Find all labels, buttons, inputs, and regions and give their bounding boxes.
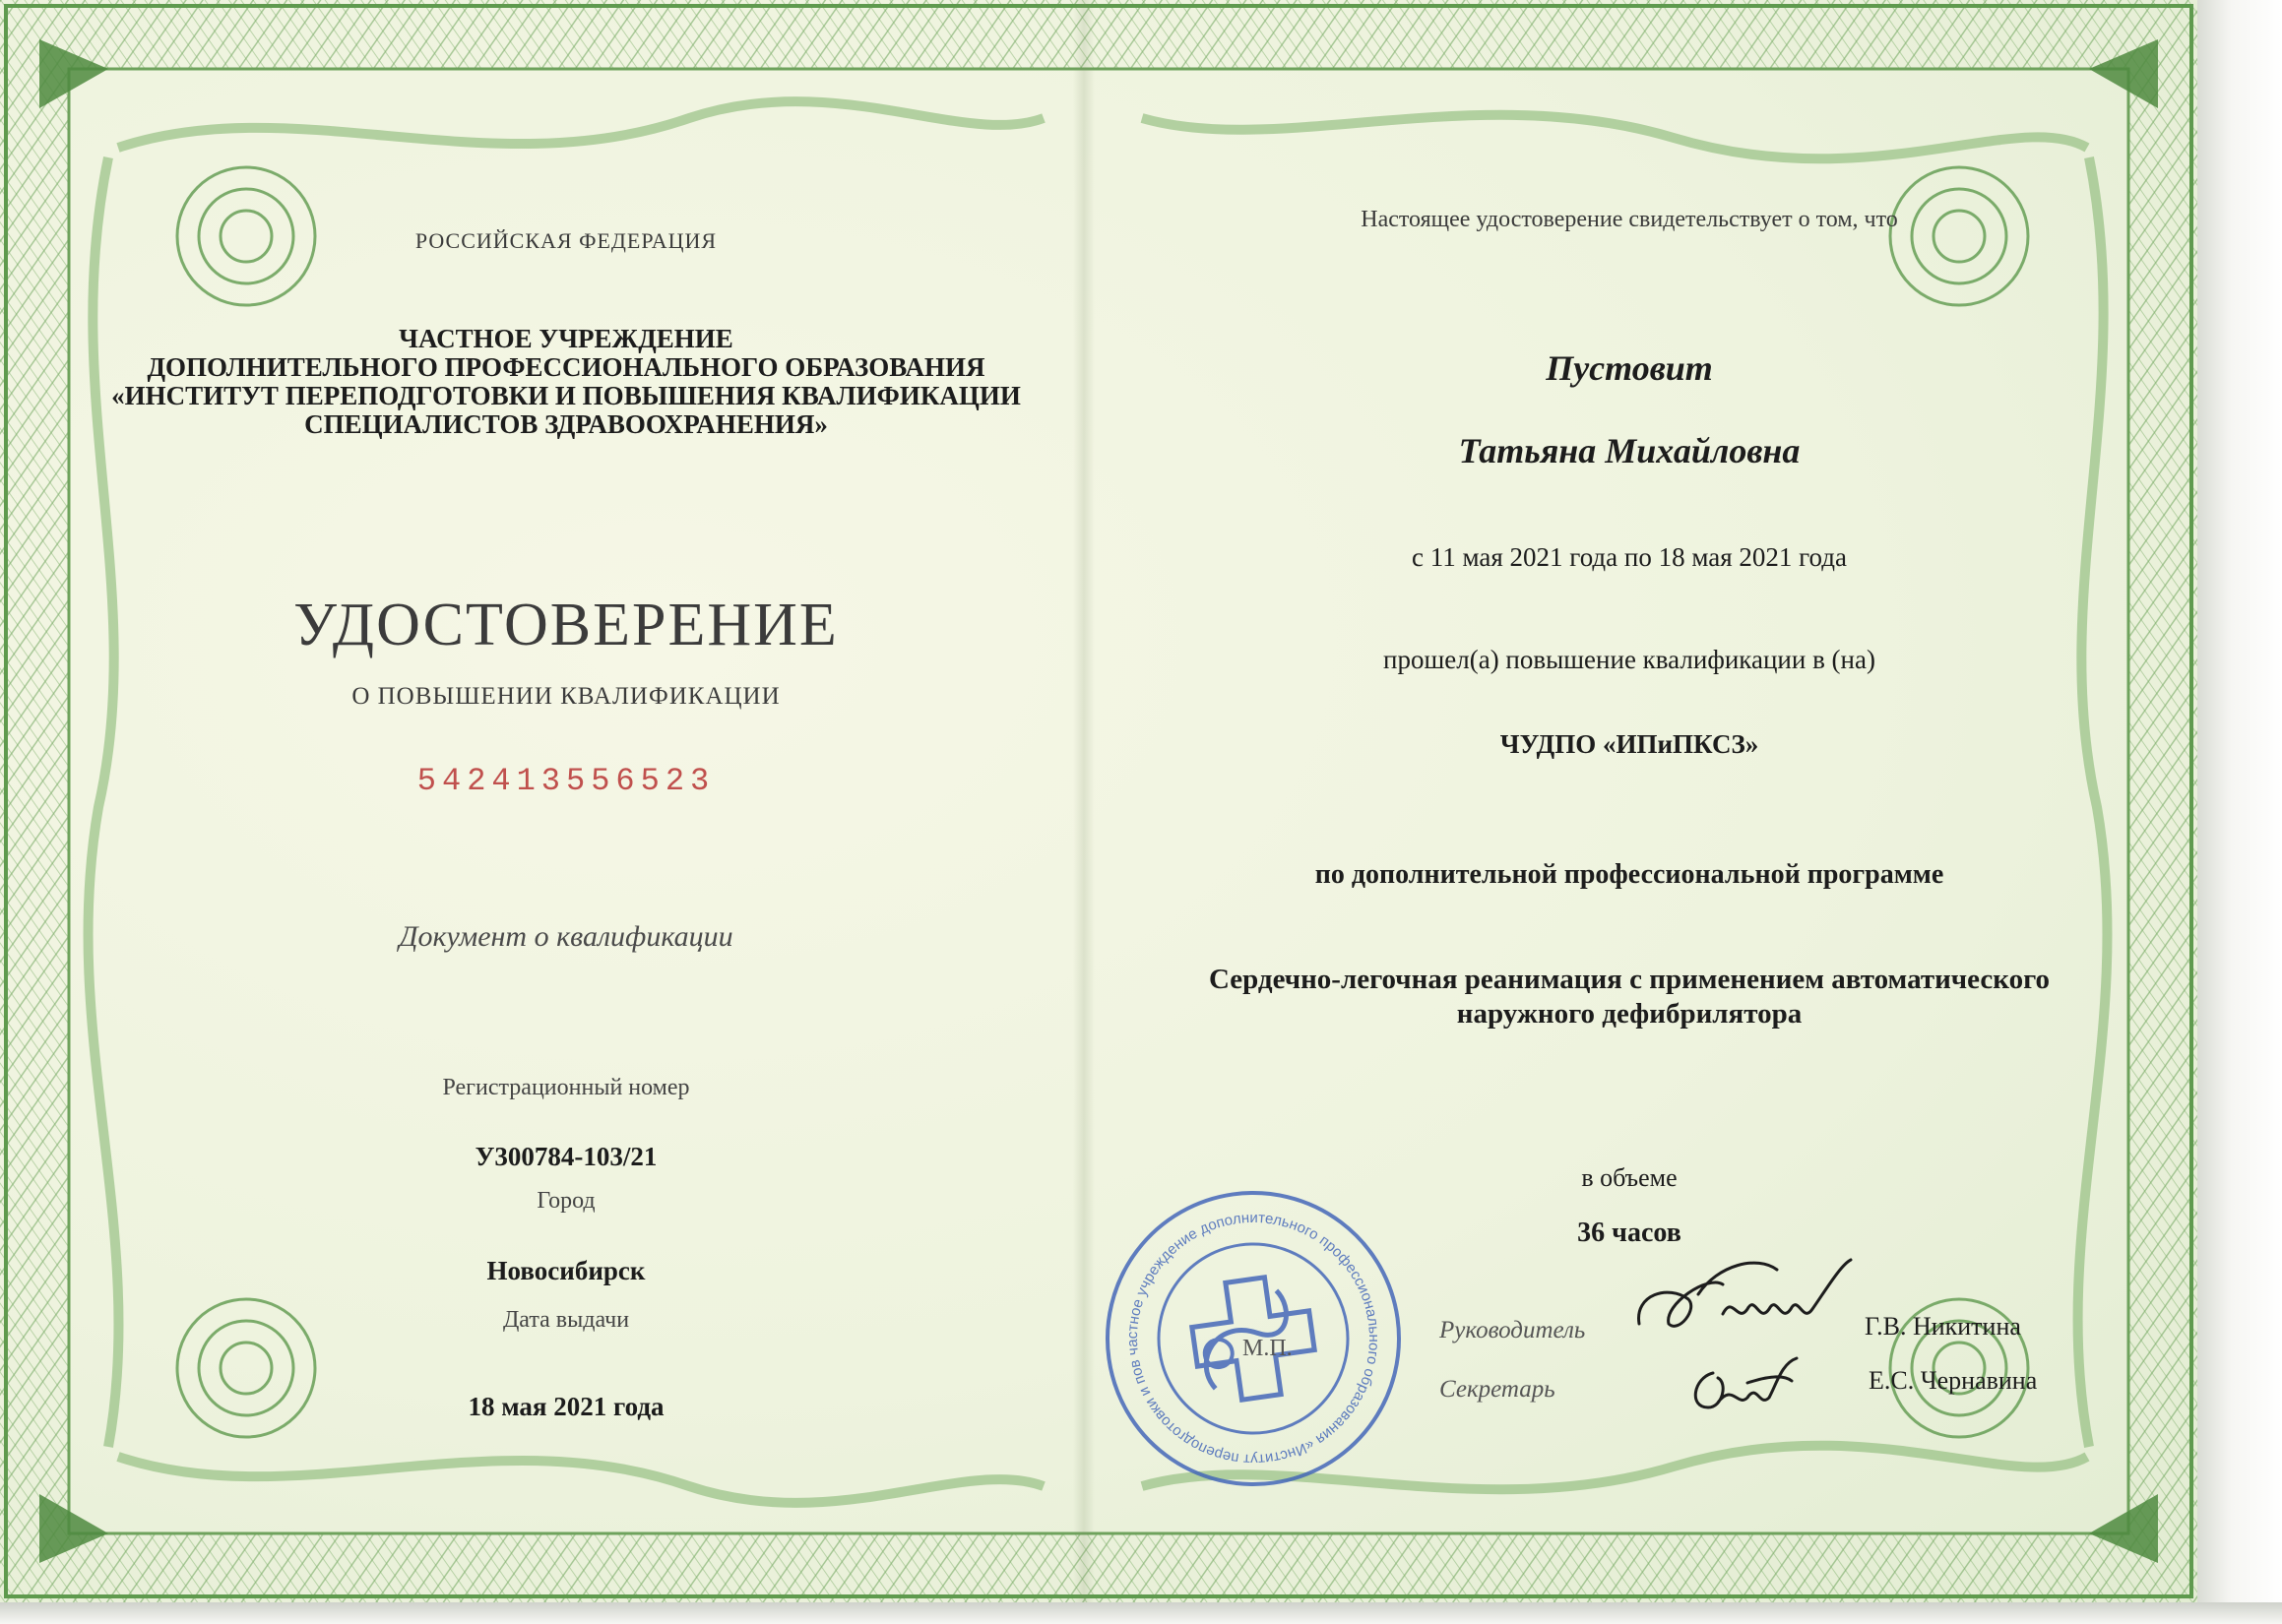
city-value: Новосибирск: [486, 1256, 646, 1285]
head-name: Г.В. Никитина: [1865, 1312, 2021, 1341]
course-title: [1112, 963, 2146, 1031]
institution-line: ЧАСТНОЕ УЧРЕЖДЕНИЕ: [399, 324, 733, 353]
document-title: УДОСТОВЕРЕНИЕ: [293, 592, 839, 658]
hours-value: 36 часов: [1577, 1218, 1681, 1248]
institution-line: СПЕЦИАЛИСТОВ ЗДРАВООХРАНЕНИЯ»: [304, 409, 828, 439]
secretary-signature: [1688, 1353, 1826, 1422]
document-type: Документ о квалификации: [399, 920, 733, 953]
document-subtitle: О ПОВЫШЕНИИ КВАЛИФИКАЦИИ: [351, 683, 781, 710]
page-fold: [1073, 0, 1095, 1602]
holder-surname: Пустовит: [1546, 348, 1713, 388]
country-label: РОССИЙСКАЯ ФЕДЕРАЦИЯ: [414, 228, 718, 253]
secretary-role: Секретарь: [1439, 1376, 1555, 1403]
registration-number: У300784-103/21: [475, 1142, 658, 1171]
passed-text: прошел(а) повышение квалификации в (на): [1383, 645, 1875, 674]
holder-name: Татьяна Михайловна: [1458, 431, 1801, 470]
secretary-name: Е.С. Чернавина: [1869, 1366, 2038, 1395]
city-label: Город: [537, 1188, 596, 1214]
institution-line: «ИНСТИТУТ ПЕРЕПОДГОТОВКИ И ПОВЫШЕНИЯ КВАЛИФИКАЦИИ: [111, 381, 1021, 410]
course-line: Сердечно-легочная реанимация с применением автоматического: [1208, 964, 2051, 995]
scan-margin-bottom: [0, 1602, 2282, 1624]
course-line: наружного дефибрилятора: [1456, 998, 1803, 1030]
stamp-ring-text: частное учреждение дополнительного профессионального образования «Институт переподготовки и повышения: [1123, 1209, 1383, 1468]
institution-line: ДОПОЛНИТЕЛЬНОГО ПРОФЕССИОНАЛЬНОГО ОБРАЗОВАНИЯ: [147, 352, 985, 382]
organization-abbr: ЧУДПО «ИПиПКСЗ»: [1499, 729, 1759, 759]
certifies-text: Настоящее удостоверение свидетельствует о том, что: [1361, 207, 1898, 232]
seal-place-label: М.П.: [1242, 1336, 1293, 1361]
volume-label: в объеме: [1581, 1163, 1678, 1192]
head-role: Руководитель: [1439, 1317, 1586, 1343]
institution-name: [89, 325, 1044, 439]
serial-number: 542413556523: [416, 763, 716, 799]
head-signature: [1629, 1255, 1866, 1363]
program-label: по дополнительной профессиональной программе: [1314, 859, 1944, 890]
training-period: с 11 мая 2021 года по 18 мая 2021 года: [1412, 542, 1847, 572]
issue-date-label: Дата выдачи: [502, 1307, 630, 1333]
issue-date: 18 мая 2021 года: [468, 1392, 665, 1421]
registration-label: Регистрационный номер: [442, 1075, 690, 1100]
scan-margin-right: [2197, 0, 2282, 1624]
